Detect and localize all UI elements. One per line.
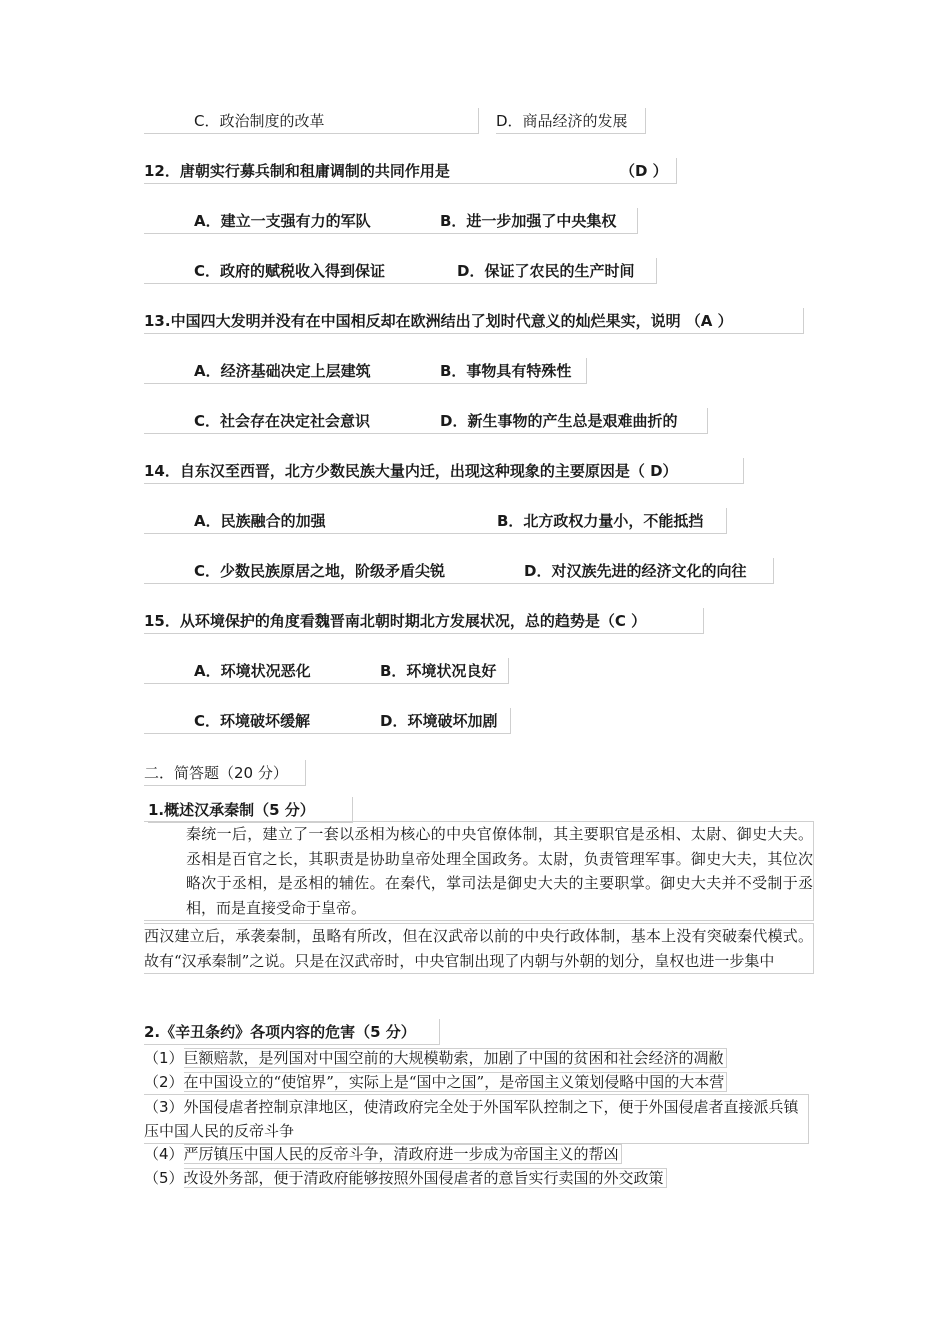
q13-option-c: C．社会存在决定社会意识 (194, 412, 371, 430)
q12-option-a: A．建立一支强有力的军队 (194, 212, 371, 230)
q12-answer: （D ） (620, 162, 668, 180)
q15-option-c-d (144, 708, 511, 734)
q13-option-b: B．事物具有特殊性 (440, 362, 572, 380)
item-text: 巨额赔款，是列国对中国空前的大规模勒索，加剧了中国的贫困和社会经济的凋敝 (184, 1048, 727, 1068)
q12-option-c-d (144, 258, 657, 284)
q14-option-c: C．少数民族原居之地，阶级矛盾尖锐 (194, 562, 446, 580)
sa1-paragraph-2 (144, 923, 814, 974)
q15-stem: 15．从环境保护的角度看魏晋南北朝时期北方发展状况，总的趋势是（C ） (144, 608, 704, 634)
list-item (144, 1094, 809, 1142)
q15-option-a-b (144, 658, 509, 684)
sa1-p1-text: 秦统一后，建立了一套以丞相为核心的中央官僚体制，其主要职官是丞相、太尉、御史大夫。丞相是百官之长，其职责是协助皇帝处理全国政务。太尉，负责管理军事。御史大夫，其位次略次于丞相，是丞相的辅佐。在秦代，掌司法是御史大夫的主要职掌。御史大夫并不受制于丞相，而是直接受命于皇帝。 (186, 825, 813, 917)
item-number: （1） (144, 1049, 184, 1067)
item-number: （5） (144, 1169, 184, 1187)
q12-option-b: B．进一步加强了中央集权 (440, 212, 617, 230)
q12-option-a-b (144, 208, 638, 234)
item-text: 严厉镇压中国人民的反帝斗争，清政府进一步成为帝国主义的帮凶 (184, 1144, 622, 1164)
q14-stem: 14．自东汉至西晋，北方少数民族大量内迁，出现这种现象的主要原因是（ D） (144, 458, 744, 484)
q11-option-c: C．政治制度的改革 (194, 112, 325, 130)
list-item (144, 1166, 809, 1190)
q12-stem: 12．唐朝实行募兵制和租庸调制的共同作用是 (144, 162, 450, 180)
q14-option-a: A．民族融合的加强 (194, 512, 326, 530)
q15-option-d: D．环境破坏加剧 (380, 712, 498, 730)
list-item (144, 1142, 809, 1166)
q15-option-b: B．环境状况良好 (380, 662, 497, 680)
item-number: （2） (144, 1073, 184, 1091)
q15-option-c: C．环境破坏缓解 (194, 712, 311, 730)
list-item (144, 1046, 809, 1070)
q13-option-a-b (144, 358, 587, 384)
q12-option-c: C．政府的赋税收入得到保证 (194, 262, 386, 280)
item-number: （3） (144, 1098, 184, 1116)
q15-option-a: A．环境状况恶化 (194, 662, 311, 680)
item-text: 改设外务部，便于清政府能够按照外国侵虐者的意旨实行卖国的外交政策 (184, 1168, 667, 1188)
sa1-p2-text: 西汉建立后，承袭秦制，虽略有所改，但在汉武帝以前的中央行政体制，基本上没有突破秦代模式。故有“汉承秦制”之说。只是在汉武帝时，中央官制出现了内朝与外朝的划分，皇权也进一步集中 (144, 927, 813, 970)
q13-option-a: A．经济基础决定上层建筑 (194, 362, 371, 380)
q14-option-d: D．对汉族先进的经济文化的向往 (524, 562, 747, 580)
q14-option-a-b (144, 508, 727, 534)
q13-option-c-d (144, 408, 708, 434)
sa1-paragraph-1 (144, 821, 814, 921)
q11-option-c-row (144, 108, 479, 134)
item-text: 在中国设立的“使馆界”，实际上是“国中之国”，是帝国主义策划侵略中国的大本营 (184, 1072, 728, 1092)
sa1-title: 1.概述汉承秦制（5 分） (148, 797, 353, 823)
q12-option-d: D．保证了农民的生产时间 (457, 262, 635, 280)
q13-option-d: D．新生事物的产生总是艰难曲折的 (440, 412, 678, 430)
q14-option-c-d (144, 558, 774, 584)
q12-stem-row (144, 158, 677, 184)
q14-option-b: B．北方政权力量小，不能抵挡 (497, 512, 704, 530)
item-number: （4） (144, 1145, 184, 1163)
section-2-title: 二．简答题（20 分） (144, 760, 306, 786)
q11-option-d: D．商品经济的发展 (496, 108, 646, 134)
sa2-list (144, 1046, 809, 1190)
item-wrap (144, 1094, 809, 1144)
item-text: 外国侵虐者控制京津地区，使清政府完全处于外国军队控制之下，便于外国侵虐者直接派兵镇压中国人民的反帝斗争 (144, 1098, 799, 1140)
sa2-title: 2.《辛丑条约》各项内容的危害（5 分） (144, 1019, 440, 1045)
q13-stem: 13.中国四大发明并没有在中国相反却在欧洲结出了划时代意义的灿烂果实，说明 （A ） (144, 308, 804, 334)
list-item (144, 1070, 809, 1094)
